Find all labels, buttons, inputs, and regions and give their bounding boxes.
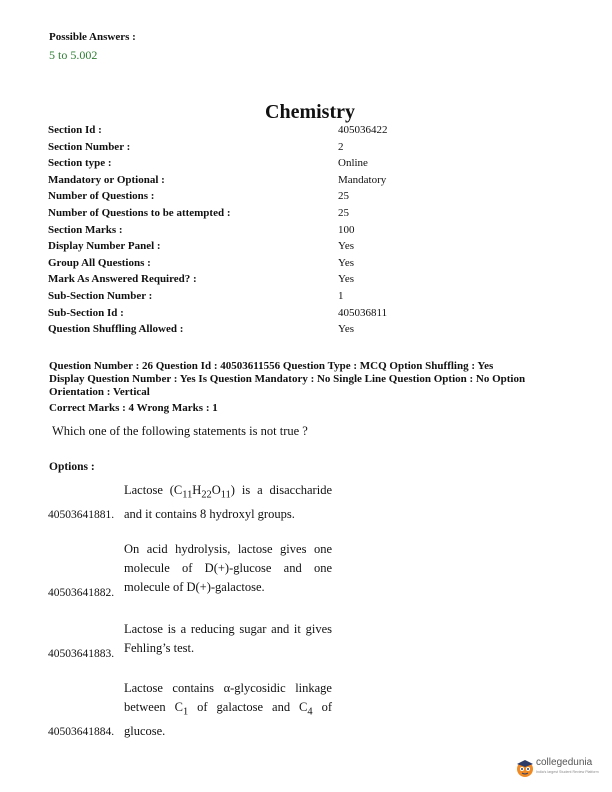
section-value: Mandatory — [338, 173, 387, 186]
section-title: Chemistry — [265, 101, 355, 123]
section-row — [48, 157, 588, 174]
section-row — [48, 224, 588, 241]
question-meta-line: Display Question Number : Yes Is Question Mandatory : No Single Line Question Option : No Option — [49, 373, 526, 385]
section-row — [48, 124, 588, 141]
section-key: Number of Questions to be attempted : — [48, 206, 231, 219]
question-header — [49, 360, 589, 415]
question-meta-line: Question Number : 26 Question Id : 40503611556 Question Type : MCQ Option Shuffling : Yes — [49, 360, 494, 372]
section-key: Group All Questions : — [48, 256, 151, 269]
section-key: Mandatory or Optional : — [48, 173, 165, 186]
section-value: Yes — [338, 273, 355, 286]
section-key: Section Marks : — [48, 223, 123, 236]
section-key: Mark As Answered Required? : — [48, 273, 197, 286]
possible-answers-value: 5 to 5.002 — [49, 48, 98, 62]
section-value: 1 — [338, 289, 344, 302]
section-key: Number of Questions : — [48, 190, 155, 203]
section-value: Online — [338, 157, 368, 170]
section-key: Display Number Panel : — [48, 240, 161, 253]
section-row — [48, 240, 588, 257]
option-text: Lactose contains α-glycosidic linkage between $C_1$ of galactose and $C_4$ of glucose. — [124, 681, 332, 738]
option-id: 40503641884. — [48, 726, 115, 738]
section-key: Section Id : — [48, 124, 102, 136]
section-key: Section type : — [48, 157, 112, 170]
question-marks: Correct Marks : 4 Wrong Marks : 1 — [49, 402, 218, 414]
section-value: Yes — [338, 240, 355, 253]
section-value: 405036422 — [338, 124, 388, 136]
section-row — [48, 141, 588, 158]
section-value: Yes — [338, 323, 355, 336]
section-row — [48, 207, 588, 224]
section-value: Yes — [338, 256, 355, 269]
section-key: Question Shuffling Allowed : — [48, 323, 184, 336]
question-meta-line: Orientation : Vertical — [49, 386, 150, 398]
section-key: Sub-Section Number : — [48, 289, 153, 302]
section-value: 405036811 — [338, 306, 388, 319]
option-id: 40503641883. — [48, 648, 115, 660]
option-id: 40503641881. — [48, 509, 115, 521]
section-key: Sub-Section Id : — [48, 306, 124, 319]
section-row — [48, 290, 588, 307]
collegedunia-logo — [514, 752, 602, 784]
mascot-icon — [514, 756, 536, 780]
options-label: Options : — [49, 461, 95, 473]
section-row — [48, 257, 588, 274]
brand-name: collegedunia — [536, 757, 593, 768]
option-text: Lactose is a reducing sugar and it gives Fehling’s test. — [124, 622, 332, 655]
section-key: Section Number : — [48, 140, 131, 153]
section-value: 100 — [338, 223, 355, 236]
section-value: 25 — [338, 190, 349, 203]
section-row — [48, 307, 588, 324]
section-row — [48, 190, 588, 207]
question-text: Which one of the following statements is not true ? — [52, 424, 308, 438]
option-id: 40503641882. — [48, 587, 115, 599]
section-details-table — [48, 124, 588, 340]
brand-tagline: India's largest Student Review Platform — [536, 770, 599, 774]
option-text: On acid hydrolysis, lactose gives one molecule of D(+)-glucose and one molecule of D(+)-galactose. — [124, 542, 332, 594]
section-row — [48, 273, 588, 290]
section-row — [48, 174, 588, 191]
possible-answers-label: Possible Answers : — [49, 31, 136, 43]
option-text: Lactose $(C_{11}H_{22}O_{11})$ is a disaccharide and it contains 8 hydroxyl groups. — [124, 483, 332, 521]
section-value: 25 — [338, 206, 349, 219]
section-value: 2 — [338, 140, 344, 153]
section-row — [48, 323, 588, 340]
